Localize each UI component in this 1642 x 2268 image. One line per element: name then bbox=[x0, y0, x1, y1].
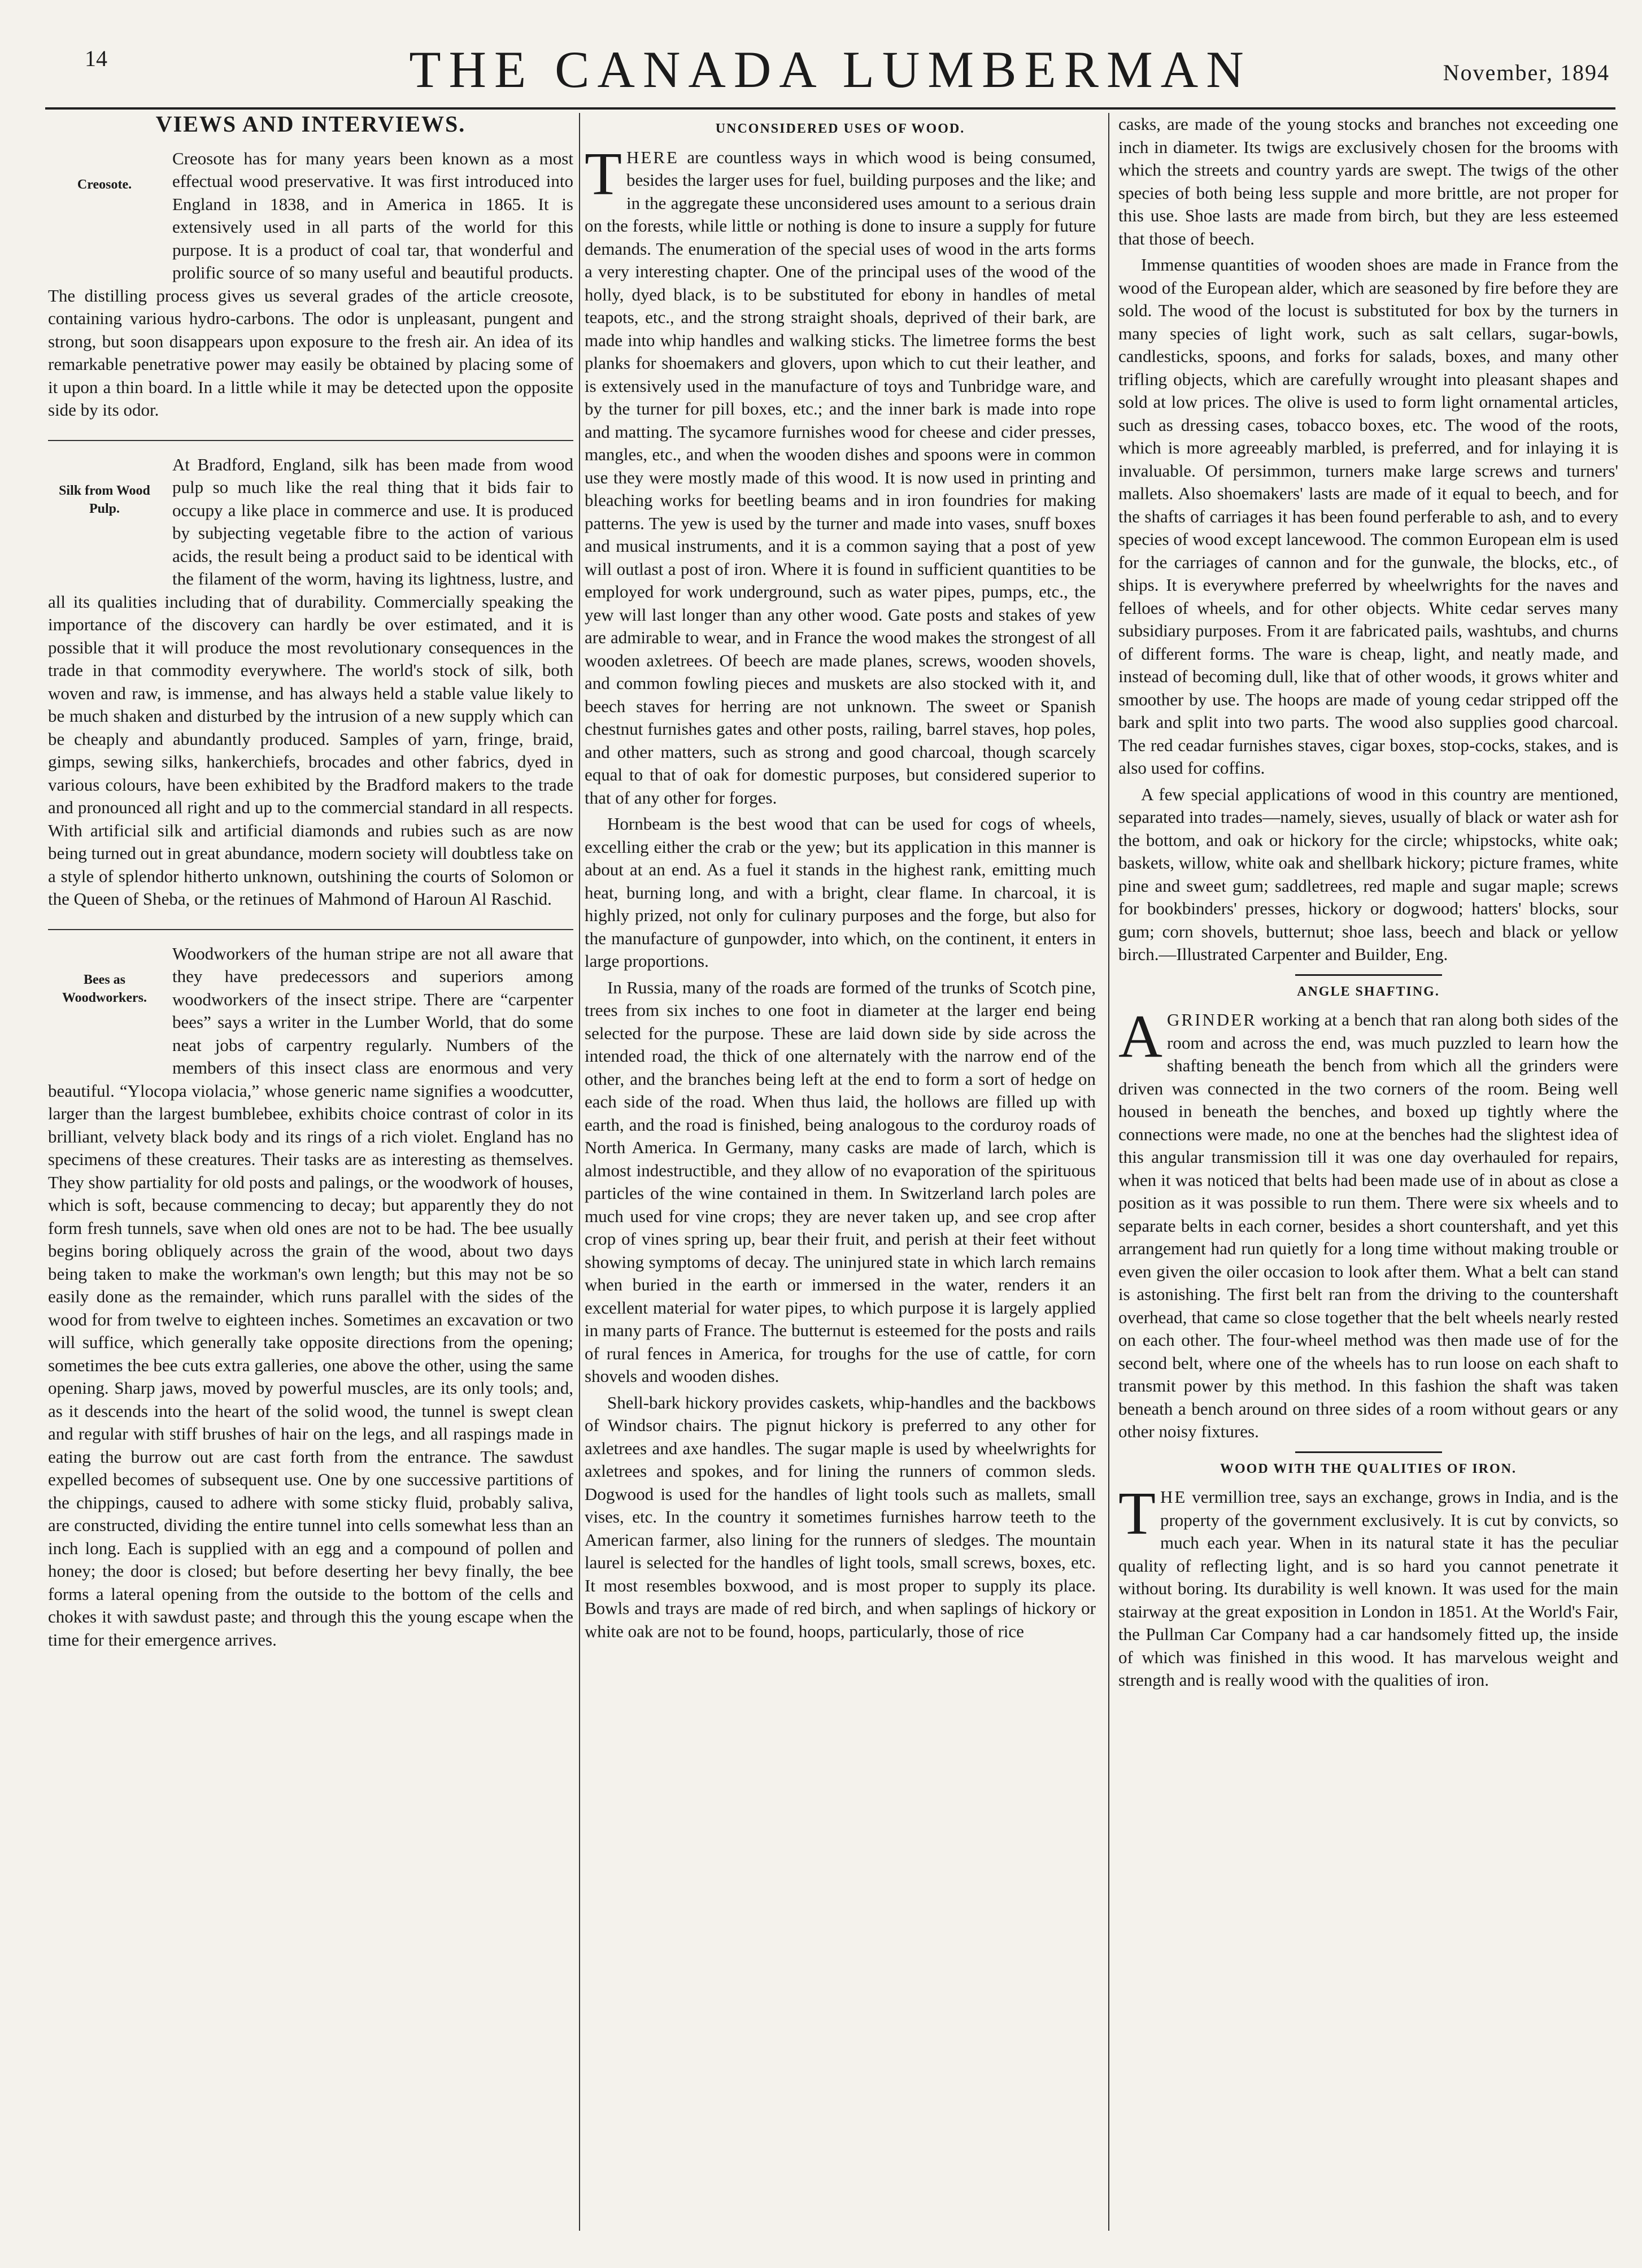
side-heading: Creosote. bbox=[77, 177, 132, 192]
iron-heading: WOOD WITH THE QUALITIES OF IRON. bbox=[1220, 1461, 1517, 1476]
drop-cap: T bbox=[585, 140, 622, 208]
view-bees bbox=[48, 943, 573, 1655]
drop-cap: A bbox=[1118, 1003, 1162, 1070]
issue-date: November, 1894 bbox=[1443, 60, 1610, 85]
views-heading: VIEWS AND INTERVIEWS. bbox=[155, 113, 466, 137]
article-paragraph bbox=[1118, 1480, 1618, 1692]
article-paragraph bbox=[585, 140, 1096, 810]
divider bbox=[48, 440, 573, 441]
article-paragraph: Shell-bark hickory provides caskets, whip-handles and the backbows of Windsor chairs. The pignut hickory is preferred to any other for axletrees and axe handles. The sugar maple is used by wheelwrights for axletrees and spokes, and for lining the runners of common sleds. Dogwood is used for the handles of light tools such as mallets, small vises, etc. In the country it sometimes furnishes harrow teeth to the American farmer, also lining for the runners of sledges. The mountain laurel is selected for the handles of light tools, small screws, boxes, etc. It most resembles boxwood, and is most proper to supply its place. Bowls and trays are made of red birch, and when saplings of hickory or white oak are not to be found, hoops, particularly, those of rice bbox=[585, 1392, 1096, 1641]
view-creosote bbox=[48, 147, 573, 425]
paragraph-text: working at a bench that ran along both sides of the room and across the end, was much puzzled to learn how the shafting beneath the bench from which all the grinders were driven was connected in the two corners of the room. Being well housed in beneath the benches, and boxed up tightly where the connections were made, no one at the benches had the slightest idea of this angular transmission till it was one day overhauled for repairs, when it was noticed that belts had been made use of in about as close a position as it was possible to run them. There were six wheels and to separate belts in each corner, besides a short countershaft, and yet this arrangement had run quietly for a long time without making trouble or even given the oiler occasion to look after them. What a belt can stand is astonishing. The first belt ran from the driving to the countershaft overhead, that came so close together that the belt wheels nearly rested on each other. The four-wheel method was then made use of for the second belt, where one of the wheels has to run loose on each shaft to transmit power by this method. In this fashion the shaft was taken beneath a bench around on three sides of a room without gears or any other noisy fixtures. bbox=[1118, 1010, 1618, 1441]
paragraph-text: are countless ways in which wood is being consumed, besides the larger uses for fuel, building purposes and the like; and in the aggregate these unconsidered uses amount to a serious drain on the forests, while little or nothing is done to insure a supply for future demands. The enumeration of the special uses of wood in the arts forms a very interesting chapter. One of the principal uses of the wood of the holly, dyed black, is to be substituted for ebony in handles of metal teapots, etc., and the strong straight shoals, deprived of their bark, are made into whip handles and walking sticks. The limetree forms the best planks for shoemakers and glovers, upon which to cut their leather, and is extensively used in the manufacture of toys and Tunbridge ware, and by the turner for pill boxes, etc.; and the inner bark is made into rope and matting. The sycamore furnishes wood for cheese and cider presses, mangles, etc., and when the wooden dishes and spoons were in common use they were mostly made of this wood. It is now used in printing and bleaching works for beetling beams and in iron foundries for making patterns. The yew is used by the turner and made into vases, snuff boxes and musical instruments, and it is a common saying that a post of yew will outlast a post of iron. Where it is found in sufficient quantities to be employed for work underground, such as water pipes, pumps, etc., the yew will last longer than any other wood. Gate posts and stakes of yew are admirable to wear, and in France the wood makes the strongest of all wooden axletrees. Of beech are made planes, screws, wooden shovels, and common fowling pieces and muskets are also stocked with it, and beech staves for herring are not unknown. The sweet or Spanish chestnut furnishes gates and other posts, railing, barrel staves, hop poles, and other matters, such as strong and good charcoal, though scarcely equal to that of oak for domestic purposes, but considered superior to that of any other for forges. bbox=[585, 147, 1096, 808]
article-paragraph: Immense quantities of wooden shoes are made in France from the wood of the European alder, which are seasoned by fire before they are sold. The wood of the locust is substituted for box by the turners in many species of light work, such as salt cellars, sugar-bowls, candlesticks, spoons, and forks for salads, boxes, and many other trifling objects, which are carefully wrought into pleasant shapes and sold at low prices. The olive is used to form light ornamental articles, such as dressing cases, tobacco boxes, etc. The wood of the roots, which is more agreeably marbled, is preferred, and for inlaying it is invaluable. Of persimmon, turners make large screws and turners' mallets. Also shoemakers' lasts are made of it equal to beech, and for the shafts of carriages it has been found perferable to ash, and to every species of wood except lancewood. The common European elm is used for the carriages of cannon and for the gunwale, the blocks, etc., of ships. It is everywhere preferred by wheelwrights for the naves and felloes of wheels, and for other objects. White cedar serves many subsidiary purposes. From it are fabricated pails, washtubs, and churns of different forms. The ware is cheap, light, and neatly made, and instead of becoming dull, like that of other woods, it grows whiter and smoother by use. The hoops are made of young cedar stripped off the bark and split into two parts. The wood also supplies good charcoal. The red ceadar furnishes staves, cigar boxes, stop-cocks, stakes, and is also used for coffins. bbox=[1118, 255, 1618, 778]
divider bbox=[1295, 1451, 1442, 1453]
lead-word: GRINDER bbox=[1167, 1010, 1257, 1030]
side-heading: Silk from Wood Pulp. bbox=[59, 483, 150, 516]
angle-heading: ANGLE SHAFTING. bbox=[1297, 984, 1440, 999]
lead-word: HERE bbox=[626, 147, 679, 167]
article-text: At Bradford, England, silk has been made from wood pulp so much like the real thing that it bids fair to occupy a like place in commerce and use. It is produced by subjecting vegetable fibre to the action of various acids, the result being a product said to be identical with the filament of the worm, having its lightness, lustre, and all its qualities including that of durability. Commercially speaking the importance of the discovery can hardly be over estimated, and it is possible that it will produce the most revolutionary consequences in the trade in that commodity everywhere. The world's stock of silk, both woven and raw, is immense, and has always held a stable value likely to be much shaken and disturbed by the intrusion of a new supply which can be cheaply and abundantly produced. Samples of yarn, fringe, braid, gimps, sewing silks, hankerchiefs, brocades and other fabrics, dyed in various colours, have been exhibited by the Bradford makers to the trade and pronounced all right and up to the commercial standard in all respects. With artificial silk and artificial diamonds and rubies such as are now being turned out in great abundance, modern society will doubtless take on a style of splendor hitherto unknown, outshining the courts of Solomon or the Queen of Sheba, or the retinues of Mahmond of Haroun Al Raschid. bbox=[48, 454, 573, 909]
column-rule bbox=[579, 113, 580, 2231]
article-paragraph bbox=[1118, 1003, 1618, 1443]
unconsidered-heading: UNCONSIDERED USES OF WOOD. bbox=[715, 121, 965, 136]
column-rule bbox=[1108, 113, 1109, 2231]
column-3 bbox=[1118, 113, 1618, 2248]
divider bbox=[48, 929, 573, 930]
drop-cap: T bbox=[1118, 1480, 1156, 1547]
article-paragraph: Hornbeam is the best wood that can be used for cogs of wheels, excelling either the crab or the yew; but its application in this manner is about at an end. As a fuel it stands in the highest rank, emitting much heat, burning long, and with a bright, clear flame. In charcoal, it is highly prized, not only for culinary purposes and the forge, but also for the manufacture of gunpowder, into which, on the continent, it enters in large proportions. bbox=[585, 814, 1096, 971]
article-paragraph: A few special applications of wood in this country are mentioned, separated into trades—namely, sieves, usually of black or water ash for the bottom, and oak or hickory for the circle; whipstocks, white oak; baskets, willow, white oak and shellbark hickory; picture frames, white pine and sweet gum; saddletrees, red maple and sugar maple; screws for bookbinders' presses, hickory or dogwood; hatters' blocks, sour gum; corn shovels, butternut; shoe lass, beech and black or yellow birch.—Illustrated Carpenter and Builder, Eng. bbox=[1118, 784, 1618, 964]
view-silk bbox=[48, 453, 573, 914]
lead-word: HE bbox=[1160, 1487, 1187, 1507]
article-paragraph: In Russia, many of the roads are formed of the trunks of Scotch pine, trees from six inches to one foot in diameter at the larger end being selected for the purpose. These are laid down side by side across the intended road, the thick of one alternately with the narrow end of the other, and the branches being left at the end to form a sort of hedge on each side of the road. When thus laid, the hollows are filled up with earth, and the road is finished, being analogous to the corduroy roads of North America. In Germany, many casks are made of larch, which is almost indestructible, and they allow of no evaporation of the spirituous particles of the wine contained in them. In Switzerland larch poles are much used for vine crops; they are never taken up, and see crop after crop of vines spring up, bear their fruit, and perish at their feet without showing symptoms of decay. The uninjured state in which larch remains when buried in the earth or immersed in the water, renders it an excellent material for water pipes, to which purpose it is largely applied in many parts of France. The butternut is esteemed for the posts and rails of rural fences in America, for troughs for the use of cattle, for corn shovels and wooden dishes. bbox=[585, 977, 1096, 1386]
paragraph-text: vermillion tree, says an exchange, grows in India, and is the property of the government exclusively. It is cut by convicts, so much each year. When in its natural state it has the peculiar quality of reflecting light, and is so hard you cannot penetrate it without boring. Its durability is well known. It was used for the main stairway at the great exposition in London in 1851. At the World's Fair, the Pullman Car Company had a car handsomely fitted up, the inside of which was finished in this wood. It has marvelous weight and strength and is really wood with the qualities of iron. bbox=[1118, 1487, 1618, 1690]
article-paragraph: casks, are made of the young stocks and branches not exceeding one inch in diameter. Its twigs are exclusively chosen for the brooms with which the streets and country yards are swept. The twigs of the other species of both being less supple and more brittle, are not proper for this use. Shoe lasts are made from birch, but they are less esteemed that those of beech. bbox=[1118, 114, 1618, 248]
divider bbox=[1295, 974, 1442, 976]
side-heading: Bees as Woodworkers. bbox=[62, 972, 147, 1005]
article-text: Woodworkers of the human stripe are not all aware that they have predecessors and superiors among woodworkers of the insect stripe. There are “carpenter bees” says a writer in the Lumber World, that do some neat jobs of carpentry regularly. Numbers of the members of this insect class are enormous and very beautiful. “Ylocopa violacia,” whose generic name signifies a woodcutter, larger than the largest bumblebee, exhibits choice contrast of color in its brilliant, velvety black body and its rings of a rich violet. England has no specimens of these creatures. Their tasks are as interesting as themselves. They show partiality for old posts and palings, or the woodwork of houses, which is soft, because commencing to decay; but apparently they do not form fresh tunnels, save when old ones are not to be had. The bee usually begins boring obliquely across the grain of the wood, about two days being taken to make the workman's own length; but this may not be so easily done as the remainder, which runs parallel with the sides of the wood for from twelve to eighteen inches. Sometimes an excavation or two will suffice, which generally take opposite directions from the opening; sometimes the bee cuts extra galleries, one above the other, using the same opening. Sharp jaws, moved by powerful muscles, are its only tools; and, as it descends into the heart of the solid wood, the tunnel is swept clean and regular with stiff brushes of hair on the legs, and all raspings made in eating the burrow out are cast forth from the entrance. The sawdust expelled becomes of subsequent use. One by one successive partitions of the chippings, caused to adhere with some sticky fluid, probably saliva, are constructed, dividing the entire tunnel into cells somewhat less than an inch long. Each is supplied with an egg and a compound of pollen and honey; the door is closed; but before deserting her bevy finally, the bee forms a lateral opening from the outside to the bottom of the cells and chokes it with sawdust paste; and through this the young escape when the time for their emergence arrives. bbox=[48, 943, 573, 1650]
column-2 bbox=[585, 113, 1096, 2248]
newspaper-title: THE CANADA LUMBERMAN bbox=[409, 41, 1252, 98]
column-1 bbox=[48, 113, 573, 2248]
article-text: Creosote has for many years been known as a most effectual wood preservative. It was first introduced into England in 1838, and in America in 1865. It is extensively used in all parts of the world for this purpose. It is a product of coal tar, that wonderful and prolific source of so many useful and beautiful products. The distilling process gives us several grades of the article creosote, containing various hydro-carbons. The odor is unpleasant, pungent and strong, but soon disappears upon exposure to the fresh air. An idea of its remarkable penetrative power may easily be obtained by placing some of it upon a thin board. In a little while it may be detected upon the opposite side by its odor. bbox=[48, 148, 573, 420]
page-number: 14 bbox=[85, 46, 107, 71]
masthead bbox=[45, 34, 1615, 110]
